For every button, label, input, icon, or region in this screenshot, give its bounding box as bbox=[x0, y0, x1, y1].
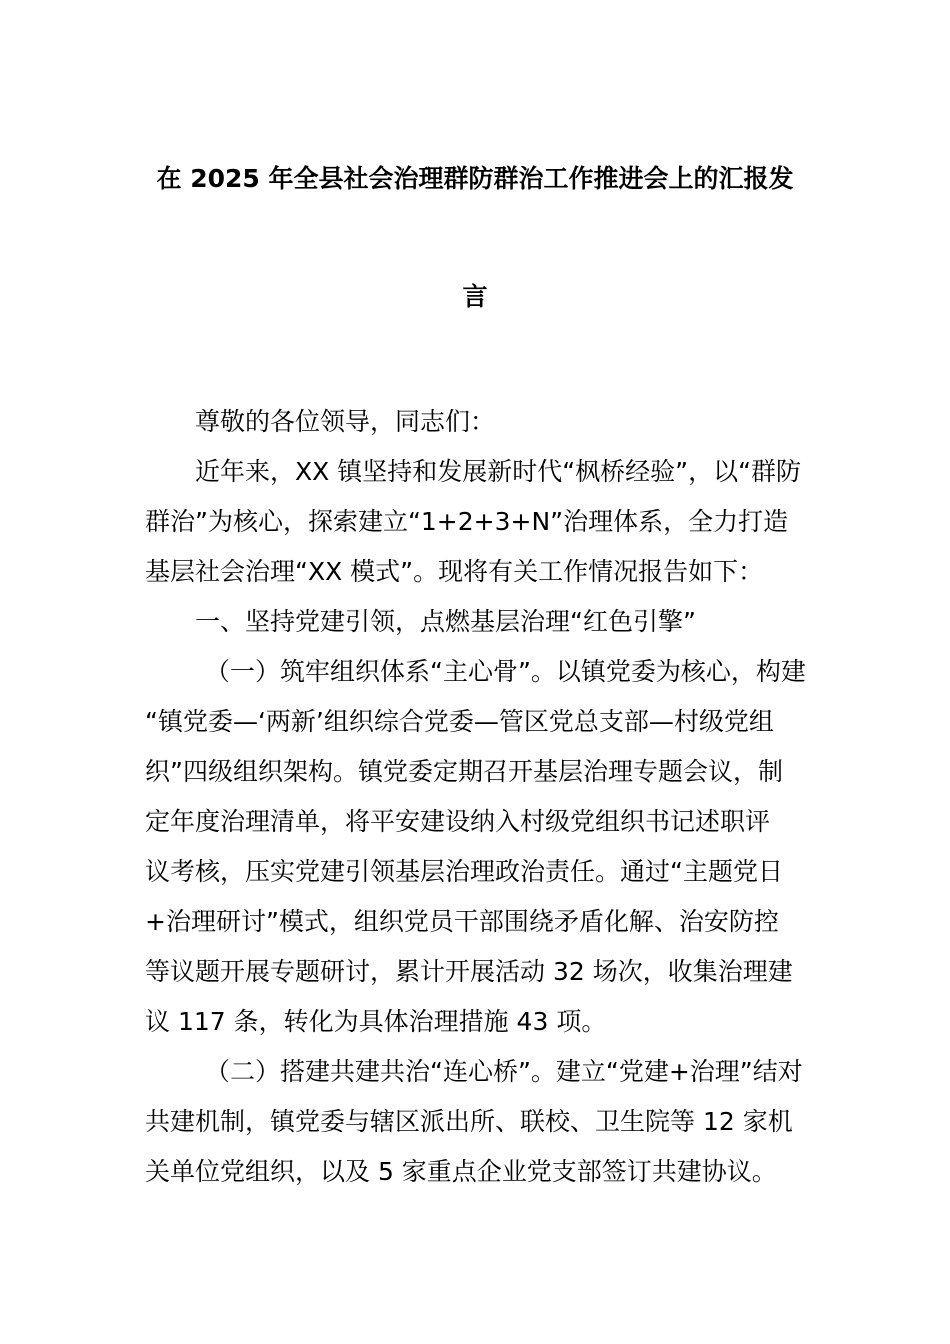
salutation: 尊敬的各位领导，同志们： bbox=[195, 407, 496, 436]
paragraph-line: “镇党委—‘两新’组织综合党委—管区党总支部—村级党组 bbox=[145, 707, 774, 736]
document-title-line-2: 言 bbox=[462, 282, 488, 311]
paragraph-line: +治理研讨”模式，组织党员干部围绕矛盾化解、治安防控 bbox=[145, 907, 779, 936]
paragraph-line: 议考核，压实党建引领基层治理政治责任。通过“主题党日 bbox=[145, 857, 783, 886]
subsection-heading-line: （二）搭建共建共治“连心桥”。建立“党建+治理”结对 bbox=[205, 1057, 803, 1086]
subsection-heading-line: （一）筑牢组织体系“主心骨”。以镇党委为核心，构建 bbox=[205, 657, 806, 686]
paragraph-line: 等议题开展专题研讨，累计开展活动 32 场次，收集治理建 bbox=[145, 957, 793, 986]
paragraph-line: 基层社会治理“XX 模式”。现将有关工作情况报告如下： bbox=[145, 557, 764, 586]
paragraph-line: 近年来，XX 镇坚持和发展新时代“枫桥经验”，以“群防 bbox=[195, 457, 802, 486]
paragraph-line: 共建机制，镇党委与辖区派出所、联校、卫生院等 12 家机 bbox=[145, 1107, 793, 1136]
section-heading: 一、坚持党建引领，点燃基层治理“红色引擎” bbox=[195, 607, 696, 636]
paragraph-line: 织”四级组织架构。镇党委定期召开基层治理专题会议，制 bbox=[145, 757, 783, 786]
paragraph-line: 群治”为核心，探索建立“1+2+3+N”治理体系，全力打造 bbox=[145, 507, 789, 536]
paragraph-line: 关单位党组织，以及 5 家重点企业党支部签订共建协议。 bbox=[145, 1157, 777, 1186]
paragraph-line: 定年度治理清单，将平安建设纳入村级党组织书记述职评 bbox=[145, 807, 771, 836]
document-title-line-1: 在 2025 年全县社会治理群防群治工作推进会上的汇报发 bbox=[156, 164, 794, 193]
paragraph-line: 议 117 条，转化为具体治理措施 43 项。 bbox=[145, 1007, 607, 1036]
